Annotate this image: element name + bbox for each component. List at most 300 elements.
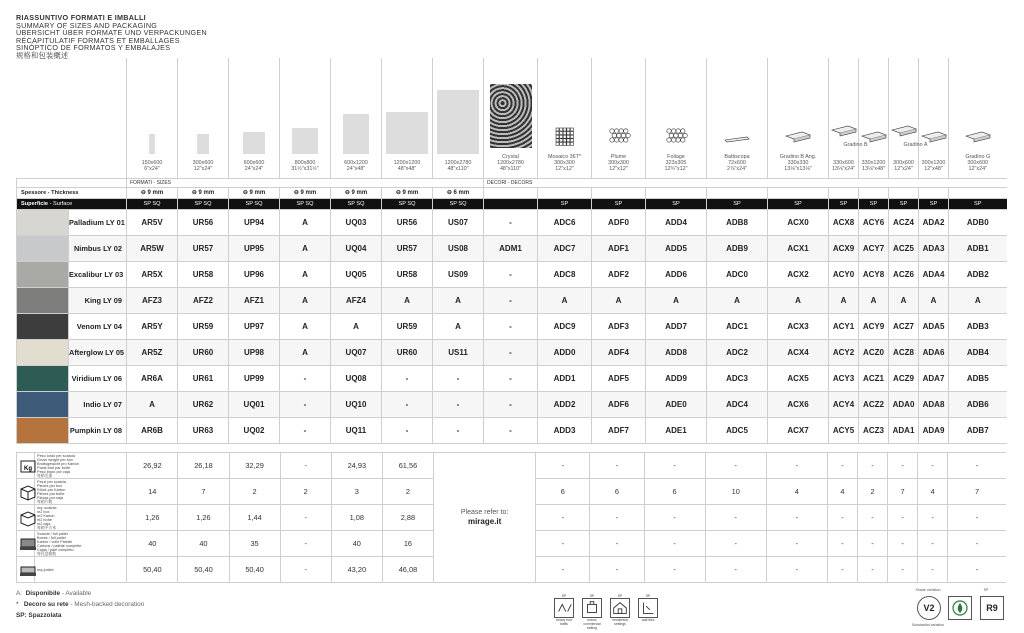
- packaging-label: Scatole / full pallet Boxes / full pallet Karton / volle Palette Cartons / palette complète Cajas / palé completo 每托盘箱数: [35, 531, 127, 557]
- thickness-label: Spessore - Thickness: [17, 187, 127, 198]
- color-name: Indio LY 07: [69, 391, 127, 417]
- code-cell: ADB3: [949, 313, 1007, 339]
- r9-slip-icon: R9: [980, 596, 1004, 620]
- packaging-value: -: [888, 505, 918, 531]
- code-cell: -: [433, 391, 484, 417]
- code-cell: ACZ4: [889, 209, 919, 235]
- packaging-value: 2: [229, 479, 280, 505]
- section-formati: FORMATI - SIZES: [127, 178, 484, 187]
- table-row: [17, 339, 1007, 365]
- packaging-value: 40: [178, 531, 229, 557]
- surface-cell: SP: [889, 198, 919, 209]
- code-cell: ACZ6: [889, 261, 919, 287]
- mosaic-grid-icon: [551, 126, 579, 148]
- step-a-icon: [890, 120, 918, 142]
- packaging-value: 4: [766, 479, 827, 505]
- thickness-cell: ⊖ 9 mm: [127, 187, 178, 198]
- title-it: RIASSUNTIVO FORMATI E IMBALLI: [16, 13, 146, 22]
- surface-cell: SP SQ: [178, 198, 229, 209]
- code-cell: -: [280, 391, 331, 417]
- code-cell: US11: [433, 339, 484, 365]
- code-cell: ACZ8: [889, 339, 919, 365]
- packaging-label: mq./pallet: [35, 557, 127, 583]
- code-cell: A: [646, 287, 707, 313]
- packaging-value: -: [644, 557, 705, 583]
- code-cell: ADD0: [538, 339, 592, 365]
- color-name: Excalibur LY 03: [69, 261, 127, 287]
- code-cell: UR56: [382, 209, 433, 235]
- step-corner-icon: [784, 126, 812, 148]
- code-cell: US09: [433, 261, 484, 287]
- code-cell: ACY7: [859, 235, 889, 261]
- decor-in: 12"x48": [924, 165, 943, 172]
- packaging-value: 4: [918, 479, 948, 505]
- code-cell: ADF4: [592, 339, 646, 365]
- usage-item: [554, 594, 574, 630]
- code-cell: ACY0: [829, 261, 859, 287]
- heavy-traffic-icon: [554, 598, 574, 618]
- packaging-value: 24,93: [331, 453, 382, 479]
- skirting-icon: [723, 126, 751, 148]
- packaging-value: 7: [888, 479, 918, 505]
- packaging-value: -: [948, 453, 1006, 479]
- code-cell: UP94: [229, 209, 280, 235]
- code-cell: UQ05: [331, 261, 382, 287]
- svg-text:Kg: Kg: [24, 465, 32, 472]
- decor-col-2: [646, 58, 707, 178]
- code-cell: ACX0: [768, 209, 829, 235]
- decor-col-4: [768, 58, 829, 178]
- usage-item: [638, 594, 658, 630]
- code-cell: ADC3: [707, 365, 768, 391]
- code-cell: ACY3: [829, 365, 859, 391]
- surface-cell: SP SQ: [280, 198, 331, 209]
- code-cell: ACZ3: [859, 417, 889, 443]
- code-cell: ACZ9: [889, 365, 919, 391]
- surface-cell: SP SQ: [331, 198, 382, 209]
- decor-mm: 300x1200: [921, 159, 946, 166]
- code-cell: ACX2: [768, 261, 829, 287]
- code-cell: -: [484, 209, 538, 235]
- format-col-1: [178, 58, 229, 178]
- code-cell: ADA3: [919, 235, 949, 261]
- packaging-value: -: [280, 531, 331, 557]
- gradino-b-label: Gradino B: [843, 141, 868, 148]
- code-cell: ACY5: [829, 417, 859, 443]
- code-cell: ADF0: [592, 209, 646, 235]
- surface-label: Superficie - Surface: [17, 198, 127, 209]
- usage-sp: SP: [561, 594, 567, 598]
- code-cell: UP96: [229, 261, 280, 287]
- tile-size-icon: [292, 128, 318, 154]
- code-cell: -: [433, 417, 484, 443]
- decor-col-7: [889, 58, 928, 178]
- page-title-block: [16, 14, 207, 60]
- code-cell: -: [484, 339, 538, 365]
- code-cell: UP95: [229, 235, 280, 261]
- code-cell: -: [382, 417, 433, 443]
- packaging-value: -: [888, 453, 918, 479]
- packaging-value: 35: [229, 531, 280, 557]
- code-cell: ADF3: [592, 313, 646, 339]
- code-cell: ADF1: [592, 235, 646, 261]
- legend-sp: SP: Spazzolata: [16, 612, 62, 619]
- code-cell: -: [484, 417, 538, 443]
- color-swatch: [17, 313, 69, 339]
- code-cell: ADA6: [919, 339, 949, 365]
- decor-mm: 323x305: [665, 159, 687, 166]
- code-cell: ADE0: [646, 391, 707, 417]
- code-cell: ADF6: [592, 391, 646, 417]
- refer-note: Please refer to: mirage.it: [434, 453, 536, 583]
- packaging-value: -: [644, 505, 705, 531]
- decor-col-6: [859, 58, 889, 178]
- usage-label: indoor commercial setting: [583, 618, 601, 630]
- legend-available: A: Disponibile - Available: [16, 590, 92, 597]
- code-cell: ADA8: [919, 391, 949, 417]
- code-cell: AFZ1: [229, 287, 280, 313]
- code-cell: -: [484, 287, 538, 313]
- code-cell: ACZ0: [859, 339, 889, 365]
- code-cell: ADB4: [949, 339, 1007, 365]
- format-in: 12"x24": [193, 165, 213, 172]
- packaging-label: Peso lordo per scatola Gross weight per box Bruttogewicht pro Karton Poids brut par boîte Peso bruto por caja 每箱毛重: [35, 453, 127, 479]
- code-cell: ADE1: [646, 417, 707, 443]
- format-in: 24"x24": [244, 165, 264, 172]
- table-row: [17, 261, 1007, 287]
- code-cell: ADF2: [592, 261, 646, 287]
- format-col-3: [280, 58, 331, 178]
- decor-name: Gradino G: [965, 153, 991, 160]
- packaging-value: -: [705, 505, 766, 531]
- decor-mm: 330x1200: [861, 159, 886, 166]
- packaging-value: 61,56: [382, 453, 433, 479]
- code-cell: UR63: [178, 417, 229, 443]
- thickness-row: [17, 187, 1007, 198]
- color-swatch: [17, 391, 69, 417]
- packaging-value: 50,40: [127, 557, 178, 583]
- code-cell: AFZ3: [127, 287, 178, 313]
- code-cell: A: [592, 287, 646, 313]
- decor-in: 13⅛"x13⅛": [784, 165, 812, 172]
- code-cell: ADB6: [949, 391, 1007, 417]
- packaging-value: -: [948, 531, 1006, 557]
- code-cell: A: [280, 209, 331, 235]
- code-cell: UR58: [382, 261, 433, 287]
- packaging-value: -: [536, 531, 590, 557]
- color-name: King LY 09: [69, 287, 127, 313]
- title-de: ÜBERSICHT ÜBER FORMATE UND VERPACKUNGEN: [16, 28, 208, 38]
- code-cell: ACX3: [768, 313, 829, 339]
- code-cell: -: [382, 391, 433, 417]
- tile-size-icon: [197, 134, 209, 154]
- decor-mm: 300x300: [608, 159, 629, 166]
- packaging-value: -: [918, 557, 948, 583]
- code-cell: AR5Z: [127, 339, 178, 365]
- code-cell: ACZ7: [889, 313, 919, 339]
- code-cell: AR5X: [127, 261, 178, 287]
- code-cell: AR5Y: [127, 313, 178, 339]
- decor-in: 12"x24": [894, 165, 913, 172]
- code-cell: A: [538, 287, 592, 313]
- code-cell: ADM1: [484, 235, 538, 261]
- packaging-value: 1,08: [331, 505, 382, 531]
- format-col-6: [433, 58, 484, 178]
- code-cell: AR6B: [127, 417, 178, 443]
- packaging-value: 7: [178, 479, 229, 505]
- code-cell: ACX6: [768, 391, 829, 417]
- packaging-value: 2,88: [382, 505, 433, 531]
- code-cell: ADB8: [707, 209, 768, 235]
- title-fr: RÉCAPITULATIF FORMATS ET EMBALLAGES: [16, 35, 180, 45]
- format-col-4: [331, 58, 382, 178]
- code-cell: A: [280, 261, 331, 287]
- decor-mm: 330x600: [833, 159, 854, 166]
- code-cell: ADD2: [538, 391, 592, 417]
- color-name: Afterglow LY 05: [69, 339, 127, 365]
- packaging-value: 2: [382, 479, 433, 505]
- surface-cell: SP: [768, 198, 829, 209]
- surface-cell: SP: [707, 198, 768, 209]
- code-cell: ADD8: [646, 339, 707, 365]
- code-cell: ADD6: [646, 261, 707, 287]
- color-name: Palladium LY 01: [69, 209, 127, 235]
- surface-cell: SP SQ: [433, 198, 484, 209]
- code-cell: A: [127, 391, 178, 417]
- packaging-value: -: [857, 453, 887, 479]
- packaging-value: -: [280, 557, 331, 583]
- code-cell: A: [382, 287, 433, 313]
- packaging-value: 6: [536, 479, 590, 505]
- decor-in: 2⅞"x24": [726, 165, 747, 172]
- code-cell: ADA7: [919, 365, 949, 391]
- tile-size-icon: [437, 90, 479, 154]
- code-cell: UR56: [178, 209, 229, 235]
- color-swatch: [17, 417, 69, 443]
- code-cell: ACY4: [829, 391, 859, 417]
- packaging-value: -: [280, 453, 331, 479]
- format-mm: 1200x2780: [444, 159, 472, 166]
- surface-cell: SP: [859, 198, 889, 209]
- code-cell: ACY1: [829, 313, 859, 339]
- usage-label: residential settings: [612, 618, 628, 626]
- code-cell: ACY9: [859, 313, 889, 339]
- code-cell: ACY6: [859, 209, 889, 235]
- leed-icon: [948, 596, 972, 620]
- code-cell: A: [433, 313, 484, 339]
- title-en: SUMMARY OF SIZES AND PACKAGING: [16, 20, 158, 30]
- sizes-table: [16, 58, 1007, 444]
- code-cell: ACY8: [859, 261, 889, 287]
- decor-in: 13⅛"x24": [831, 165, 855, 172]
- code-cell: UR58: [178, 261, 229, 287]
- code-cell: A: [949, 287, 1007, 313]
- code-cell: A: [768, 287, 829, 313]
- surface-cell: SP SQ: [127, 198, 178, 209]
- table-row: [17, 313, 1007, 339]
- step-b-icon: [830, 120, 858, 142]
- tile-size-icon: [149, 134, 155, 154]
- format-mm: 300x600: [192, 159, 214, 166]
- code-cell: ACX7: [768, 417, 829, 443]
- packaging-value: -: [857, 557, 887, 583]
- code-cell: ACZ1: [859, 365, 889, 391]
- code-cell: ADD7: [646, 313, 707, 339]
- code-cell: A: [919, 287, 949, 313]
- code-cell: ADA0: [889, 391, 919, 417]
- color-name: Venom LY 04: [69, 313, 127, 339]
- refer-link[interactable]: mirage.it: [467, 516, 502, 526]
- code-cell: ACY2: [829, 339, 859, 365]
- thickness-cell: ⊖ 9 mm: [382, 187, 433, 198]
- format-col-7: [484, 58, 538, 178]
- packaging-value: 4: [827, 479, 857, 505]
- decor-col-3: [707, 58, 768, 178]
- packaging-value: -: [705, 453, 766, 479]
- code-cell: ACZ2: [859, 391, 889, 417]
- usage-sp: SP: [589, 594, 595, 598]
- color-name: Nimbus LY 02: [69, 235, 127, 261]
- code-cell: -: [484, 391, 538, 417]
- code-cell: ADF7: [592, 417, 646, 443]
- legend-mesh: * Decoro su rete - Mesh-backed decoration: [16, 601, 145, 608]
- color-name: Viridium LY 06: [69, 365, 127, 391]
- packaging-value: 3: [331, 479, 382, 505]
- code-cell: ADD1: [538, 365, 592, 391]
- packaging-value: -: [827, 531, 857, 557]
- code-cell: A: [707, 287, 768, 313]
- legend: [16, 588, 144, 621]
- code-cell: UQ03: [331, 209, 382, 235]
- packaging-value: -: [918, 505, 948, 531]
- code-cell: ADC5: [707, 417, 768, 443]
- code-cell: ADB5: [949, 365, 1007, 391]
- packaging-value: -: [888, 531, 918, 557]
- packaging-value: -: [888, 557, 918, 583]
- surface-cell: SP: [592, 198, 646, 209]
- packaging-value: -: [918, 453, 948, 479]
- surface-cell: SP: [646, 198, 707, 209]
- packaging-value: -: [766, 505, 827, 531]
- decor-name: Mosaico 36T*: [548, 153, 581, 160]
- decor-mm: 300x600: [967, 159, 989, 166]
- usage-label: wall tiles: [641, 618, 655, 622]
- code-cell: UR60: [178, 339, 229, 365]
- decor-mm: 300x300: [554, 159, 575, 166]
- color-swatch: [17, 261, 69, 287]
- packaging-value: -: [536, 557, 590, 583]
- packaging-value: -: [705, 557, 766, 583]
- packaging-value: 40: [127, 531, 178, 557]
- decor-in: 12"x24": [968, 165, 987, 172]
- packaging-value: -: [590, 531, 644, 557]
- code-cell: ACX1: [768, 235, 829, 261]
- code-cell: ADA5: [919, 313, 949, 339]
- code-cell: UR59: [382, 313, 433, 339]
- format-mm: 150x600: [141, 159, 163, 166]
- surface-cell: SP: [919, 198, 949, 209]
- packaging-value: -: [948, 505, 1006, 531]
- code-cell: US08: [433, 235, 484, 261]
- tile-size-icon: [243, 132, 265, 154]
- code-cell: UQ02: [229, 417, 280, 443]
- code-cell: UQ07: [331, 339, 382, 365]
- code-cell: ADF5: [592, 365, 646, 391]
- title-zh: 规格和包装概述: [16, 50, 69, 60]
- code-cell: ADD3: [538, 417, 592, 443]
- packaging-value: 1,26: [178, 505, 229, 531]
- color-swatch: [17, 235, 69, 261]
- packaging-value: -: [705, 531, 766, 557]
- code-cell: UR60: [382, 339, 433, 365]
- decor-in: 12"x12": [609, 165, 628, 172]
- packaging-value: -: [536, 453, 590, 479]
- commercial-icon: [582, 598, 602, 618]
- code-cell: ACX4: [768, 339, 829, 365]
- format-in: 6"x24": [144, 165, 160, 172]
- code-cell: ADB1: [949, 235, 1007, 261]
- table-row: [17, 391, 1007, 417]
- packaging-value: 26,92: [127, 453, 178, 479]
- surface-cell: SP SQ: [382, 198, 433, 209]
- format-in: 31½"x31½": [291, 165, 319, 172]
- usage-sp: SP: [645, 594, 651, 598]
- packaging-value: -: [590, 557, 644, 583]
- code-cell: UR57: [178, 235, 229, 261]
- code-cell: -: [382, 365, 433, 391]
- code-cell: A: [280, 339, 331, 365]
- packaging-value: 50,40: [178, 557, 229, 583]
- code-cell: UP98: [229, 339, 280, 365]
- code-cell: US07: [433, 209, 484, 235]
- packaging-value: 43,20: [331, 557, 382, 583]
- thickness-cell: ⊖ 6 mm: [433, 187, 484, 198]
- table-row: [17, 209, 1007, 235]
- decor-name: Foliage: [667, 153, 685, 160]
- surface-cell: SP: [949, 198, 1007, 209]
- decor-col-5: [829, 58, 868, 178]
- surface-cell: SP: [538, 198, 592, 209]
- packaging-value: 1,44: [229, 505, 280, 531]
- code-cell: ADA2: [919, 209, 949, 235]
- color-name: Pumpkin LY 08: [69, 417, 127, 443]
- code-cell: A: [859, 287, 889, 313]
- code-cell: UR61: [178, 365, 229, 391]
- surface-cell: SP: [829, 198, 859, 209]
- decor-mm: 72x600: [728, 159, 746, 166]
- packaging-label: mq. scatola m2 box m2 Karton m2 boîte m2 caja 每箱平方米: [35, 505, 127, 531]
- usage-item: [582, 594, 602, 630]
- packaging-value: -: [644, 453, 705, 479]
- code-cell: ADD5: [646, 235, 707, 261]
- shade-sub: Substantial variation: [911, 623, 945, 627]
- wall-tile-icon: [638, 598, 658, 618]
- format-mm: 800x800: [294, 159, 316, 166]
- code-cell: UQ10: [331, 391, 382, 417]
- code-cell: UR59: [178, 313, 229, 339]
- packaging-value: 26,18: [178, 453, 229, 479]
- residential-icon: [610, 598, 630, 618]
- usage-label: heavy foot traffic: [556, 618, 572, 626]
- code-cell: -: [280, 417, 331, 443]
- code-cell: UQ11: [331, 417, 382, 443]
- surface-cell: SP SQ: [229, 198, 280, 209]
- packaging-value: 50,40: [229, 557, 280, 583]
- code-cell: UQ04: [331, 235, 382, 261]
- code-cell: ADA9: [919, 417, 949, 443]
- code-cell: -: [280, 365, 331, 391]
- thickness-cell: ⊖ 9 mm: [280, 187, 331, 198]
